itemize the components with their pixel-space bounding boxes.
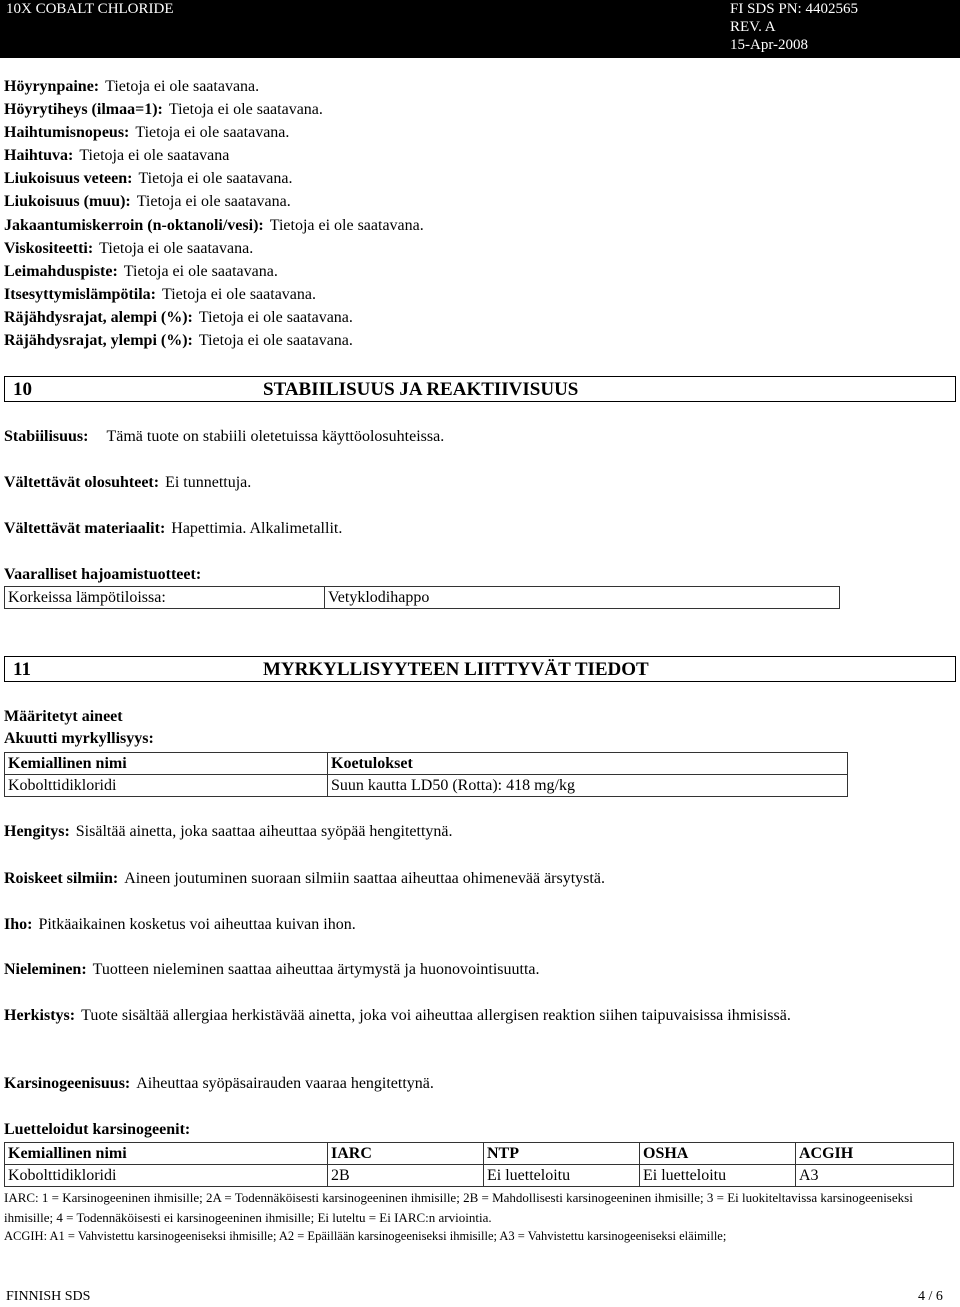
ingestion-value: Tuotteen nieleminen saattaa aiheuttaa ärtymystä ja huonovointisuutta. <box>92 961 540 978</box>
stability-label: Stabiilisuus: <box>4 428 89 445</box>
carcinogenicity-value: Aiheuttaa syöpäsairauden vaaraa hengitettynä. <box>136 1075 434 1092</box>
table-header-cell: Kemiallinen nimi <box>5 1143 328 1165</box>
sensitization-label: Herkistys: <box>4 1007 76 1024</box>
table-row <box>5 1165 954 1187</box>
table-header-cell: ACGIH <box>796 1143 954 1165</box>
property-row <box>4 123 424 146</box>
property-label: Leimahduspiste: <box>4 262 118 280</box>
table-header-cell: Kemiallinen nimi <box>5 753 328 775</box>
table-header-row <box>5 753 848 775</box>
property-label: Liukoisuus veteen: <box>4 170 133 188</box>
product-name: 10X COBALT CHLORIDE <box>6 1 174 17</box>
carc-list-label: Luetteloidut karsinogeenit: <box>4 1121 191 1138</box>
table-cell: 2B <box>328 1165 484 1187</box>
skin-label: Iho: <box>4 916 33 933</box>
property-row <box>4 100 424 123</box>
property-value: Tietoja ei ole saatavana. <box>198 308 353 326</box>
acute-toxicity-table <box>4 752 848 797</box>
footer-document-name: FINNISH SDS <box>6 1289 91 1304</box>
carcinogenicity-label: Karsinogeenisuus: <box>4 1075 131 1092</box>
property-row <box>4 77 424 100</box>
property-value: Tietoja ei ole saatavana. <box>99 239 254 257</box>
table-header-cell: OSHA <box>640 1143 796 1165</box>
property-row <box>4 262 424 285</box>
conditions-label: Vältettävät olosuhteet: <box>4 474 160 491</box>
section-title: MYRKYLLISYYTEEN LIITTYVÄT TIEDOT <box>263 659 649 680</box>
section-11-heading <box>4 656 956 682</box>
property-value: Tietoja ei ole saatavana. <box>135 124 290 142</box>
property-label: Itsesyttymislämpötila: <box>4 285 156 303</box>
footer-page-number: 4 / 6 <box>918 1289 943 1304</box>
inhalation-label: Hengitys: <box>4 823 70 840</box>
property-row <box>4 239 424 262</box>
property-row <box>4 192 424 215</box>
ingestion-line <box>4 960 540 980</box>
acgih-note: ACGIH: A1 = Vahvistettu karsinogeeniseksi ihmisille; A2 = Epäillään karsinogeeniseksi ihmisille; A3 = Vahvistettu karsinogeeniseksi eläimille; <box>4 1229 727 1243</box>
property-label: Haihtumisnopeus: <box>4 124 130 142</box>
property-value: Tietoja ei ole saatavana. <box>105 78 260 95</box>
property-value: Tietoja ei ole saatavana. <box>138 170 293 188</box>
property-value: Tietoja ei ole saatavana <box>79 147 230 165</box>
table-cell: Ei luetteloitu <box>484 1165 640 1187</box>
property-row <box>4 216 424 239</box>
substances-line <box>4 707 123 727</box>
header-meta <box>730 0 954 54</box>
table-cell: Suun kautta LD50 (Rotta): 418 mg/kg <box>328 775 848 797</box>
sds-part-number: FI SDS PN: 4402565 <box>730 1 858 17</box>
property-row <box>4 146 424 169</box>
property-value: Tietoja ei ole saatavana. <box>168 101 323 119</box>
property-label: Räjähdysrajat, alempi (%): <box>4 308 193 326</box>
acute-toxicity-label: Akuutti myrkyllisyys: <box>4 730 154 747</box>
page-header <box>0 0 960 58</box>
ingestion-label: Nieleminen: <box>4 961 87 978</box>
property-label: Höyrynpaine: <box>4 78 100 95</box>
property-value: Tietoja ei ole saatavana. <box>136 193 291 211</box>
property-label: Viskositeetti: <box>4 239 94 257</box>
property-value: Tietoja ei ole saatavana. <box>198 332 353 350</box>
property-row <box>4 308 424 331</box>
table-row <box>5 775 848 797</box>
property-value: Tietoja ei ole saatavana. <box>269 216 424 234</box>
sensitization-value: Tuote sisältää allergiaa herkistävää ainetta, joka voi aiheuttaa allergisen reaktion siihen taipuvaisissa ihmisissä. <box>81 1007 791 1024</box>
decomposition-heading: Vaaralliset hajoamistuotteet: <box>4 566 202 583</box>
table-cell: Ei luetteloitu <box>640 1165 796 1187</box>
materials-line <box>4 519 342 539</box>
property-row <box>4 169 424 192</box>
stability-line <box>4 427 444 447</box>
materials-label: Vältettävät materiaalit: <box>4 520 166 537</box>
acute-line <box>4 729 154 749</box>
conditions-value: Ei tunnettuja. <box>165 474 252 491</box>
table-row <box>5 587 840 609</box>
section-title: STABIILISUUS JA REAKTIIVISUUS <box>263 379 579 400</box>
revision: REV. A <box>730 19 776 35</box>
eyes-label: Roiskeet silmiin: <box>4 870 119 887</box>
table-header-cell: NTP <box>484 1143 640 1165</box>
property-row <box>4 331 424 354</box>
table-cell: Vetyklodihappo <box>325 587 840 609</box>
property-value: Tietoja ei ole saatavana. <box>161 285 317 303</box>
property-label: Jakaantumiskerroin (n-oktanoli/vesi): <box>4 216 264 234</box>
property-label: Haihtuva: <box>4 147 74 165</box>
property-label: Höyrytiheys (ilmaa=1): <box>4 101 163 119</box>
property-row <box>4 285 424 308</box>
property-label: Liukoisuus (muu): <box>4 193 131 211</box>
table-cell: A3 <box>796 1165 954 1187</box>
decomposition-table <box>4 586 840 609</box>
revision-date: 15-Apr-2008 <box>730 37 809 53</box>
eyes-line <box>4 869 605 889</box>
property-value: Tietoja ei ole saatavana. <box>123 262 278 280</box>
carc-list-line <box>4 1120 190 1140</box>
conditions-line <box>4 473 251 493</box>
skin-line <box>4 915 356 935</box>
inhalation-value: Sisältää ainetta, joka saattaa aiheuttaa syöpää hengitettynä. <box>75 823 453 840</box>
eyes-value: Aineen joutuminen suoraan silmiin saattaa aiheuttaa ohimenevää ärsytystä. <box>124 870 605 887</box>
table-cell: Korkeissa lämpötiloissa: <box>5 587 325 609</box>
skin-value: Pitkäaikainen kosketus voi aiheuttaa kuivan ihon. <box>38 916 356 933</box>
property-label: Räjähdysrajat, ylempi (%): <box>4 332 193 350</box>
materials-value: Hapettimia. Alkalimetallit. <box>171 520 343 537</box>
table-header-cell: IARC <box>328 1143 484 1165</box>
table-header-cell: Koetulokset <box>328 753 848 775</box>
table-cell: Kobolttidikloridi <box>5 1165 328 1187</box>
carcinogenicity-line <box>4 1074 434 1094</box>
substances-label: Määritetyt aineet <box>4 708 123 725</box>
carcinogen-table <box>4 1142 954 1187</box>
decomposition-label <box>4 565 201 585</box>
iarc-note: IARC: 1 = Karsinogeeninen ihmisille; 2A = Todennäköisesti karsinogeeninen ihmisille; 2B = Mahdollisesti karsinogeeninen ihmisille; 3 = Ei luokiteltavissa karsinogeeniseksi ihmisille; 4 = Todennäköisesti ei karsinogeeninen ihmisille; Ei luteltu = Ei IARC:n arviointia. <box>4 1190 913 1225</box>
physical-properties-list <box>4 77 424 354</box>
inhalation-line <box>4 822 453 842</box>
section-number: 11 <box>13 659 31 680</box>
section-number: 10 <box>13 379 32 400</box>
table-header-row <box>5 1143 954 1165</box>
sensitization-paragraph <box>4 1004 952 1028</box>
table-cell: Kobolttidikloridi <box>5 775 328 797</box>
section-10-heading <box>4 376 956 402</box>
stability-value: Tämä tuote on stabiili oletetuissa käyttöolosuhteissa. <box>106 428 445 445</box>
